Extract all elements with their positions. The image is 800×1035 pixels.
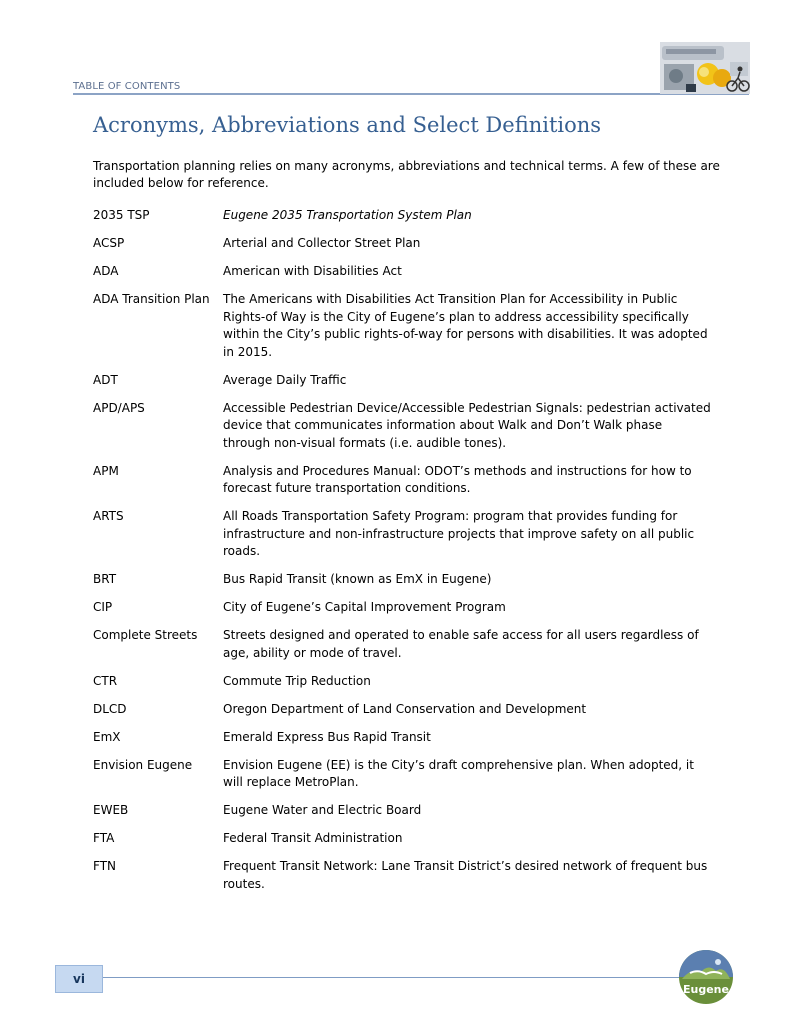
glossary-definition: Frequent Transit Network: Lane Transit District’s desired network of frequent bus routes. [223,859,708,891]
transportation-collage-image [660,42,750,94]
glossary-term: ACSP [93,236,125,250]
glossary-term: EmX [93,729,121,744]
glossary-definition: Streets designed and operated to enable safe access for all users regardless of age, ability or mode of travel. [223,628,699,660]
glossary-definition: Commute Trip Reduction [223,673,371,688]
glossary-definition: Eugene 2035 Transportation System Plan [223,208,472,222]
glossary-term: Envision Eugene [93,757,193,772]
glossary-term: Complete Streets [93,628,198,642]
glossary-entry [93,729,713,747]
section-header-label: TABLE OF CONTENTS [73,81,181,92]
header-rule [73,93,749,95]
glossary-entry [93,400,713,453]
glossary-definition: Oregon Department of Land Conservation and Development [223,701,587,716]
glossary-term: FTA [93,831,115,845]
glossary-definition: All Roads Transportation Safety Program: program that provides funding for infrastructure and non-infrastructure projects that improve safety on all public roads. [223,509,695,558]
glossary-entry [93,291,713,361]
glossary-term: CIP [93,600,113,614]
glossary-definition: The Americans with Disabilities Act Transition Plan for Accessibility in Public Rights-of Way is the City of Eugene’s plan to address accessibility specifically within the City’s public rights-of-way for persons with disabilities. It was adopted in 2015. [223,292,708,359]
glossary-definition: Analysis and Procedures Manual: ODOT’s methods and instructions for how to forecast future transportation conditions. [223,463,692,495]
glossary-term: APM [93,463,119,478]
glossary-entry [93,627,713,662]
glossary-term: DLCD [93,701,127,716]
glossary-definition: Envision Eugene (EE) is the City’s draft comprehensive plan. When adopted, it will replace MetroPlan. [223,757,694,789]
glossary-term: CTR [93,673,118,688]
glossary-term: ADA [93,264,119,278]
intro-paragraph: Transportation planning relies on many acronyms, abbreviations and technical terms. A few of these are included below for reference. [93,159,720,190]
glossary-definition: Federal Transit Administration [223,831,403,845]
glossary-list [93,207,713,904]
glossary-entry [93,599,713,617]
glossary-entry [93,701,713,719]
glossary-term: APD/APS [93,400,145,415]
glossary-definition: Bus Rapid Transit (known as EmX in Eugene) [223,572,492,586]
glossary-definition: Average Daily Traffic [223,372,347,387]
glossary-definition: American with Disabilities Act [223,264,402,278]
footer-rule [103,977,681,978]
glossary-definition: Accessible Pedestrian Device/Accessible Pedestrian Signals: pedestrian activated device that communicates information about Walk and Don’t Walk phase through non-visual formats (i.e. audible tones). [223,400,711,450]
eugene-logo-text: Eugene [683,983,729,996]
glossary-entry [93,463,713,498]
glossary-definition: Emerald Express Bus Rapid Transit [223,729,431,744]
glossary-entry [93,673,713,691]
glossary-term: FTN [93,859,116,873]
glossary-term: ADA Transition Plan [93,292,210,306]
glossary-entry [93,757,713,792]
eugene-logo-icon [678,949,734,1005]
glossary-term: ADT [93,372,118,387]
glossary-term: ARTS [93,509,124,523]
glossary-entry [93,571,713,589]
glossary-entry [93,802,713,820]
glossary-definition: Eugene Water and Electric Board [223,803,422,817]
glossary-term: BRT [93,572,117,586]
glossary-entry [93,372,713,390]
glossary-entry [93,207,713,225]
glossary-entry [93,263,713,281]
glossary-term: EWEB [93,803,129,817]
glossary-entry [93,858,713,893]
glossary-entry [93,508,713,561]
glossary-term: 2035 TSP [93,208,150,222]
page-number: vi [73,972,85,986]
glossary-entry [93,235,713,253]
glossary-entry [93,830,713,848]
page-number-box [55,965,103,993]
glossary-definition: Arterial and Collector Street Plan [223,236,421,250]
glossary-definition: City of Eugene’s Capital Improvement Program [223,600,506,614]
page-title: Acronyms, Abbreviations and Select Definitions [93,113,602,137]
